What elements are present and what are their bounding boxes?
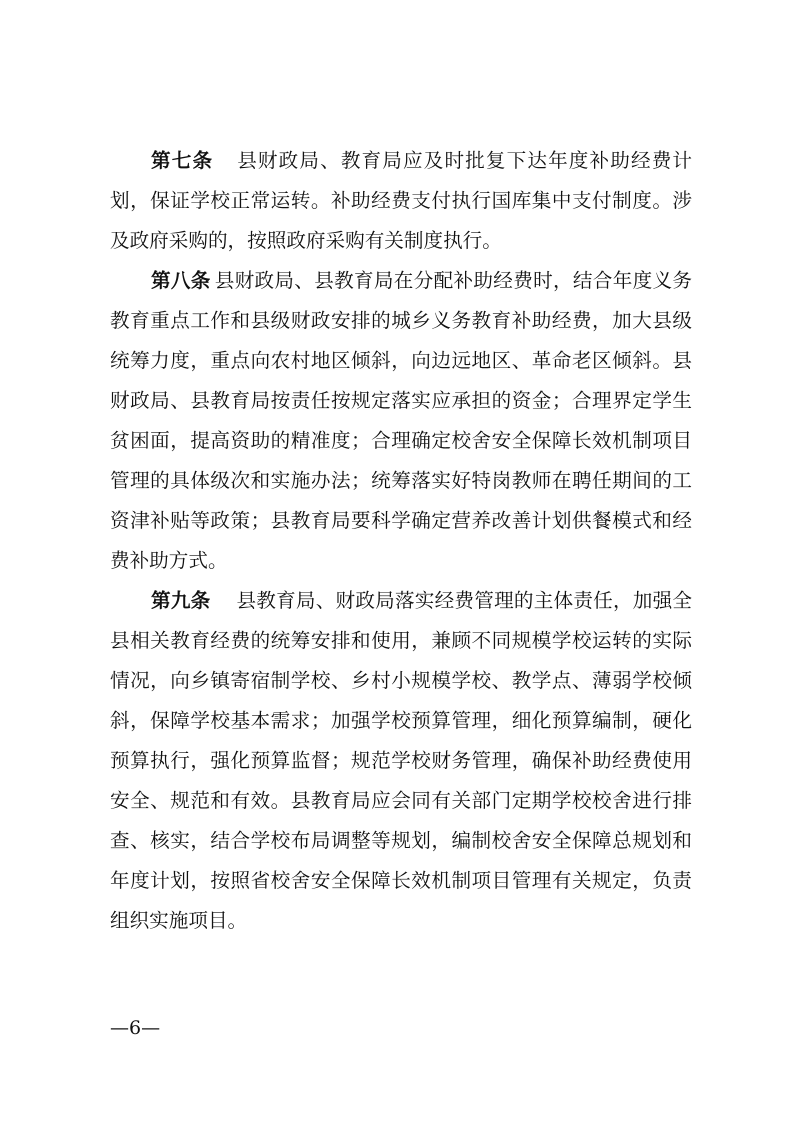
article-7-text: 县财政局、教育局应及时批复下达年度补助经费计划，保证学校正常运转。补助经费支付执行国库集中支付制度。涉及政府采购的，按照政府采购有关制度执行。 — [110, 149, 693, 252]
page-number: —6— — [110, 1017, 161, 1039]
article-9-number: 第九条 — [151, 589, 211, 612]
article-9 — [110, 581, 692, 941]
article-9-text: 县教育局、财政局落实经费管理的主体责任，加强全县相关教育经费的统筹安排和使用，兼顾不同规模学校运转的实际情况，向乡镇寄宿制学校、乡村小规模学校、教学点、薄弱学校倾斜，保障学校基本需求；加强学校预算管理，细化预算编制，硬化预算执行，强化预算监督；规范学校财务管理，确保补助经费使用安全、规范和有效。县教育局应会同有关部门定期学校校舍进行排查、核实，结合学校布局调整等规划，编制校舍安全保障总规划和年度计划，按照省校舍安全保障长效机制项目管理有关规定，负责组织实施项目。 — [110, 589, 693, 932]
article-8-number: 第八条 — [151, 269, 211, 292]
article-7-number: 第七条 — [151, 149, 214, 172]
article-7 — [110, 141, 692, 261]
article-8-text: 县财政局、县教育局在分配补助经费时，结合年度义务教育重点工作和县级财政安排的城乡义务教育补助经费，加大县级统筹力度，重点向农村地区倾斜，向边远地区、革命老区倾斜。县财政局、县教育局按责任按规定落实应承担的资金；合理界定学生贫困面，提高资助的精准度；合理确定校舍安全保障长效机制项目管理的具体级次和实施办法；统筹落实好特岗教师在聘任期间的工资津补贴等政策；县教育局要科学确定营养改善计划供餐模式和经费补助方式。 — [110, 269, 693, 572]
article-8 — [110, 261, 692, 581]
document-body — [110, 141, 692, 941]
